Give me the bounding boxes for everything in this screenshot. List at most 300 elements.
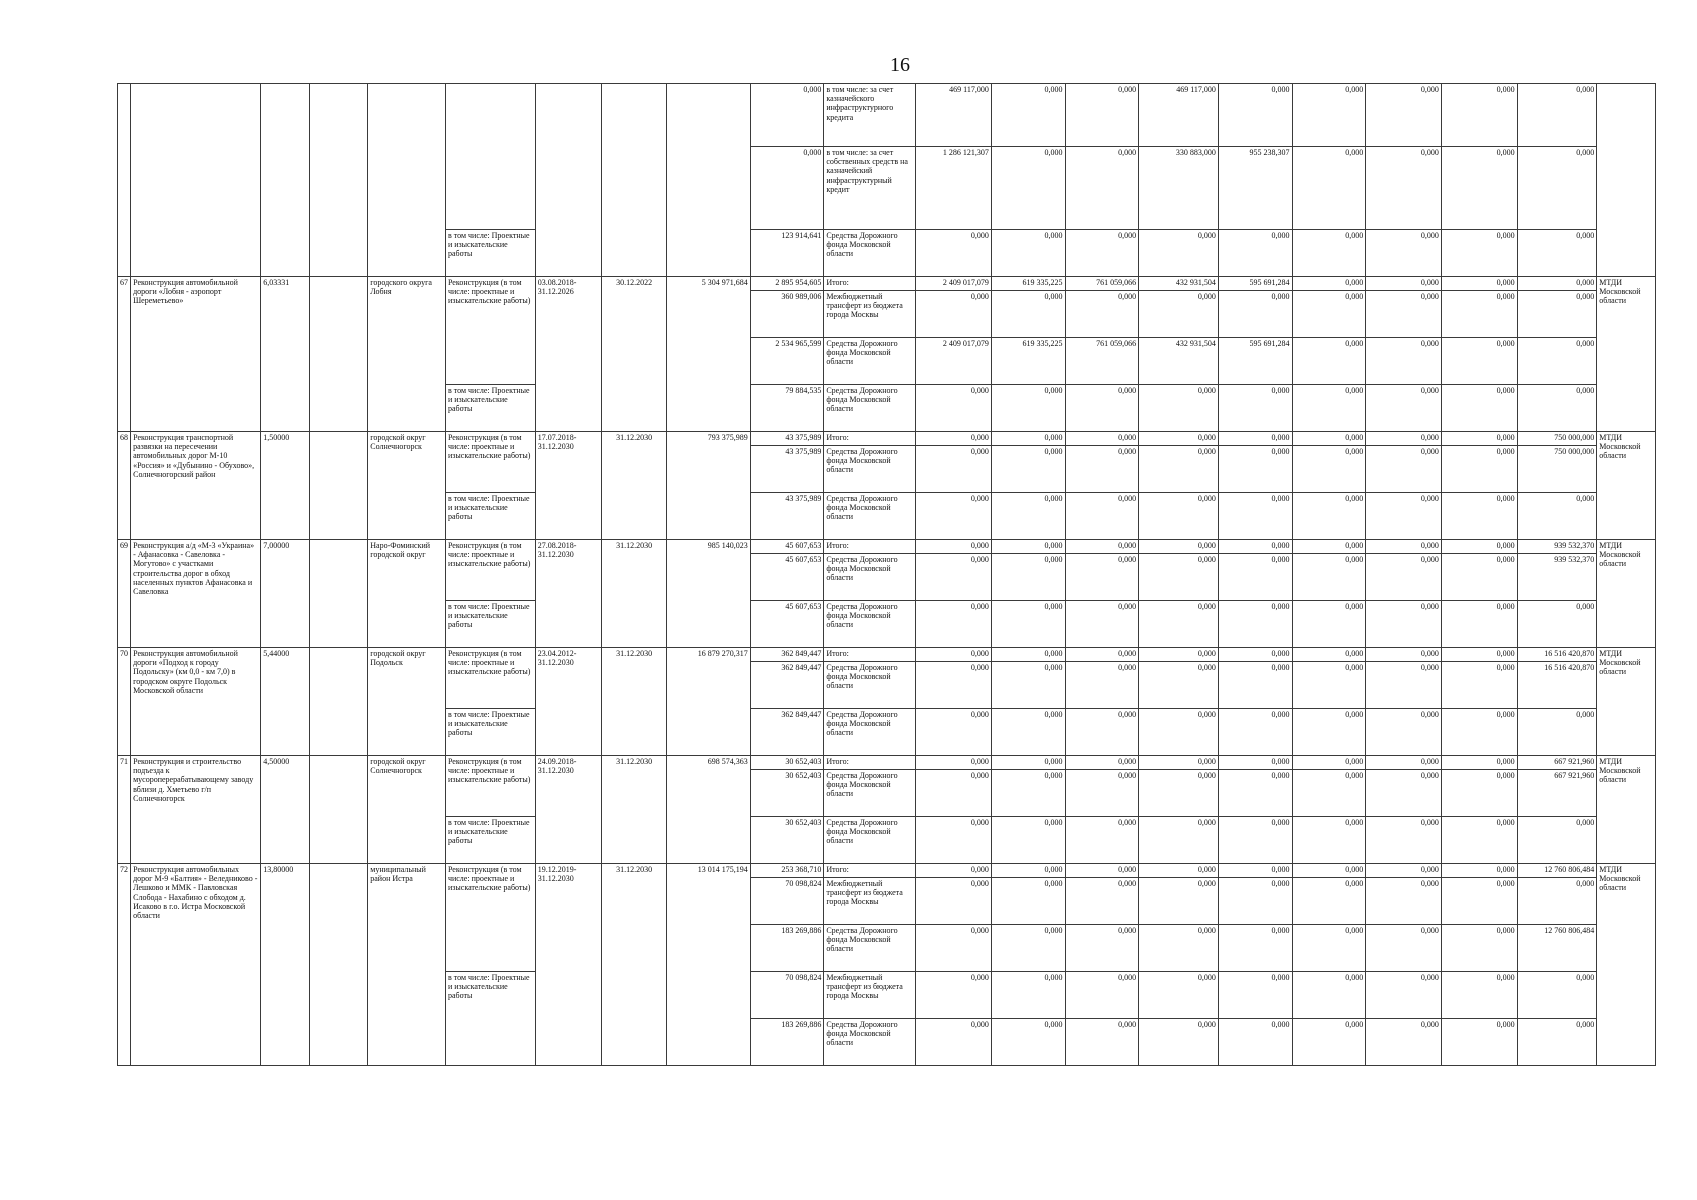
value-cell: 0,000 <box>1292 817 1366 864</box>
value-cell: 0,000 <box>1366 972 1442 1019</box>
value-cell: 0,000 <box>1517 709 1597 756</box>
value-cell: 0,000 <box>1218 291 1292 338</box>
value-cell: 0,000 <box>1292 338 1366 385</box>
total-cell: 362 849,447 <box>750 662 824 709</box>
value-cell: 0,000 <box>1139 1019 1219 1066</box>
value-cell: 0,000 <box>1366 648 1442 662</box>
value-cell: 0,000 <box>991 446 1065 493</box>
object-work-type-sub: в том числе: Проектные и изыскательские работы <box>445 385 535 432</box>
value-cell: 0,000 <box>916 972 992 1019</box>
value-cell: 0,000 <box>1139 972 1219 1019</box>
value-cell: 2 409 017,079 <box>916 338 992 385</box>
value-cell: 667 921,960 <box>1517 756 1597 770</box>
value-cell: 0,000 <box>1441 84 1517 147</box>
source-cell: Средства Дорожного фонда Московской области <box>824 385 916 432</box>
value-cell: 0,000 <box>1366 864 1442 878</box>
object-number: 70 <box>118 648 131 756</box>
value-cell: 0,000 <box>1441 446 1517 493</box>
value-cell: 0,000 <box>991 972 1065 1019</box>
object-blank <box>309 540 368 648</box>
value-cell: 761 059,066 <box>1065 338 1139 385</box>
value-cell: 0,000 <box>916 1019 992 1066</box>
object-location: Наро-Фоминский городской округ <box>368 540 446 648</box>
value-cell: 0,000 <box>1366 770 1442 817</box>
object-completion: 30.12.2022 <box>602 277 667 432</box>
continued-dates-cell <box>535 84 602 277</box>
total-cell: 30 652,403 <box>750 770 824 817</box>
object-length: 4,50000 <box>261 756 309 864</box>
object-blank <box>309 864 368 1066</box>
continued-num-cell <box>118 84 131 277</box>
value-cell: 0,000 <box>1139 554 1219 601</box>
value-cell: 0,000 <box>1218 540 1292 554</box>
object-responsible: МТДИ Московской области <box>1597 540 1656 648</box>
value-cell: 0,000 <box>1218 84 1292 147</box>
object-responsible: МТДИ Московской области <box>1597 864 1656 1066</box>
value-cell: 0,000 <box>1065 554 1139 601</box>
object-location: городской округ Солнечногорск <box>368 756 446 864</box>
object-name: Реконструкция автомобильных дорог М-9 «Балтия» - Веледниково - Лешково и ММК - Павловская Слобода - Нахабино с обходом д. Исаково в г.о. Истра Московской области <box>131 864 261 1066</box>
source-cell: Средства Дорожного фонда Московской области <box>824 1019 916 1066</box>
object-blank <box>309 432 368 540</box>
total-cell: 43 375,989 <box>750 432 824 446</box>
total-cell: 45 607,653 <box>750 601 824 648</box>
value-cell: 0,000 <box>1441 662 1517 709</box>
source-cell: Итого: <box>824 648 916 662</box>
value-cell: 0,000 <box>1517 1019 1597 1066</box>
value-cell: 0,000 <box>1139 817 1219 864</box>
value-cell: 0,000 <box>916 709 992 756</box>
value-cell: 0,000 <box>1218 230 1292 277</box>
value-cell: 0,000 <box>1366 925 1442 972</box>
value-cell: 0,000 <box>1441 648 1517 662</box>
value-cell: 0,000 <box>1218 925 1292 972</box>
value-cell: 0,000 <box>1065 601 1139 648</box>
object-number: 69 <box>118 540 131 648</box>
value-cell: 0,000 <box>1139 756 1219 770</box>
value-cell: 0,000 <box>916 756 992 770</box>
value-cell: 0,000 <box>916 554 992 601</box>
total-cell: 360 989,006 <box>750 291 824 338</box>
value-cell: 0,000 <box>1441 338 1517 385</box>
source-cell: Средства Дорожного фонда Московской области <box>824 817 916 864</box>
value-cell: 955 238,307 <box>1218 147 1292 230</box>
program-table <box>117 83 1656 1066</box>
object-number: 67 <box>118 277 131 432</box>
object-cost: 698 574,363 <box>666 756 750 864</box>
value-cell: 0,000 <box>1065 756 1139 770</box>
total-cell: 43 375,989 <box>750 493 824 540</box>
value-cell: 0,000 <box>1441 972 1517 1019</box>
value-cell: 0,000 <box>1292 662 1366 709</box>
value-cell: 0,000 <box>1441 540 1517 554</box>
object-blank <box>309 756 368 864</box>
value-cell: 0,000 <box>1218 385 1292 432</box>
value-cell: 0,000 <box>916 878 992 925</box>
object-cost: 793 375,989 <box>666 432 750 540</box>
value-cell: 0,000 <box>991 432 1065 446</box>
object-name: Реконструкция а/д «М-3 «Украина» - Афанасовка - Савеловка - Могутово» с участками строительства дорог в обход населенных пунктов Афанасовка и Савеловка <box>131 540 261 648</box>
value-cell: 0,000 <box>1366 385 1442 432</box>
value-cell: 0,000 <box>1139 662 1219 709</box>
value-cell: 0,000 <box>1441 277 1517 291</box>
value-cell: 12 760 806,484 <box>1517 925 1597 972</box>
total-cell: 0,000 <box>750 84 824 147</box>
value-cell: 0,000 <box>1292 648 1366 662</box>
value-cell: 0,000 <box>1517 878 1597 925</box>
total-cell: 30 652,403 <box>750 756 824 770</box>
table-row <box>118 84 1656 147</box>
value-cell: 0,000 <box>1292 540 1366 554</box>
value-cell: 0,000 <box>1441 817 1517 864</box>
value-cell: 0,000 <box>1366 84 1442 147</box>
value-cell: 0,000 <box>916 770 992 817</box>
value-cell: 0,000 <box>1292 756 1366 770</box>
value-cell: 0,000 <box>1292 385 1366 432</box>
value-cell: 0,000 <box>1292 230 1366 277</box>
object-location: городской округ Солнечногорск <box>368 432 446 540</box>
value-cell: 0,000 <box>991 230 1065 277</box>
object-work-type: Реконструкция (в том числе: проектные и изыскательские работы) <box>445 648 535 709</box>
value-cell: 0,000 <box>1139 385 1219 432</box>
object-work-type-sub: в том числе: Проектные и изыскательские работы <box>445 709 535 756</box>
value-cell: 0,000 <box>1065 291 1139 338</box>
value-cell: 0,000 <box>991 864 1065 878</box>
continued-worktype-cell <box>445 84 535 230</box>
source-cell: Итого: <box>824 756 916 770</box>
value-cell: 0,000 <box>1065 864 1139 878</box>
value-cell: 0,000 <box>1441 432 1517 446</box>
value-cell: 0,000 <box>1366 601 1442 648</box>
value-cell: 0,000 <box>1517 84 1597 147</box>
source-cell: Итого: <box>824 277 916 291</box>
source-cell: Итого: <box>824 432 916 446</box>
value-cell: 0,000 <box>1441 147 1517 230</box>
value-cell: 0,000 <box>916 648 992 662</box>
object-completion: 31.12.2030 <box>602 540 667 648</box>
value-cell: 0,000 <box>1218 601 1292 648</box>
continued-length-cell <box>261 84 309 277</box>
total-cell: 45 607,653 <box>750 554 824 601</box>
value-cell: 0,000 <box>1517 601 1597 648</box>
value-cell: 0,000 <box>916 432 992 446</box>
value-cell: 0,000 <box>1366 756 1442 770</box>
value-cell: 0,000 <box>916 540 992 554</box>
value-cell: 0,000 <box>1292 493 1366 540</box>
value-cell: 0,000 <box>1065 385 1139 432</box>
object-location: городского округа Лобня <box>368 277 446 432</box>
value-cell: 0,000 <box>1218 648 1292 662</box>
object-completion: 31.12.2030 <box>602 756 667 864</box>
value-cell: 0,000 <box>991 770 1065 817</box>
value-cell: 0,000 <box>1218 493 1292 540</box>
object-dates: 24.09.2018-31.12.2030 <box>535 756 602 864</box>
value-cell: 432 931,504 <box>1139 277 1219 291</box>
source-cell: Средства Дорожного фонда Московской области <box>824 770 916 817</box>
value-cell: 0,000 <box>1366 878 1442 925</box>
source-cell: Межбюджетный трансферт из бюджета города Москвы <box>824 878 916 925</box>
value-cell: 0,000 <box>1441 770 1517 817</box>
value-cell: 0,000 <box>916 291 992 338</box>
value-cell: 0,000 <box>1441 925 1517 972</box>
value-cell: 330 883,000 <box>1139 147 1219 230</box>
total-cell: 79 884,535 <box>750 385 824 432</box>
value-cell: 0,000 <box>991 662 1065 709</box>
source-cell: в том числе: за счет казначейского инфраструктурного кредита <box>824 84 916 147</box>
value-cell: 761 059,066 <box>1065 277 1139 291</box>
value-cell: 0,000 <box>1065 147 1139 230</box>
value-cell: 0,000 <box>916 925 992 972</box>
value-cell: 0,000 <box>1065 432 1139 446</box>
object-row <box>118 864 1656 878</box>
value-cell: 0,000 <box>1065 972 1139 1019</box>
total-cell: 2 895 954,605 <box>750 277 824 291</box>
value-cell: 0,000 <box>1517 817 1597 864</box>
value-cell: 0,000 <box>1139 864 1219 878</box>
object-responsible: МТДИ Московской области <box>1597 432 1656 540</box>
value-cell: 0,000 <box>1366 338 1442 385</box>
object-work-type: Реконструкция (в том числе: проектные и изыскательские работы) <box>445 277 535 385</box>
value-cell: 0,000 <box>916 864 992 878</box>
value-cell: 0,000 <box>1517 338 1597 385</box>
value-cell: 0,000 <box>1065 709 1139 756</box>
value-cell: 0,000 <box>1292 972 1366 1019</box>
object-responsible: МТДИ Московской области <box>1597 756 1656 864</box>
source-cell: Межбюджетный трансферт из бюджета города Москвы <box>824 972 916 1019</box>
value-cell: 0,000 <box>1065 84 1139 147</box>
value-cell: 0,000 <box>1139 432 1219 446</box>
value-cell: 0,000 <box>916 230 992 277</box>
object-blank <box>309 277 368 432</box>
object-responsible: МТДИ Московской области <box>1597 277 1656 432</box>
value-cell: 0,000 <box>991 147 1065 230</box>
value-cell: 0,000 <box>1517 230 1597 277</box>
object-dates: 03.08.2018-31.12.2026 <box>535 277 602 432</box>
object-row <box>118 432 1656 446</box>
value-cell: 0,000 <box>1065 925 1139 972</box>
source-cell: Средства Дорожного фонда Московской области <box>824 554 916 601</box>
value-cell: 0,000 <box>1218 878 1292 925</box>
total-cell: 0,000 <box>750 147 824 230</box>
source-cell: Средства Дорожного фонда Московской области <box>824 601 916 648</box>
object-work-type-sub: в том числе: Проектные и изыскательские работы <box>445 493 535 540</box>
value-cell: 0,000 <box>1218 554 1292 601</box>
value-cell: 595 691,284 <box>1218 338 1292 385</box>
value-cell: 0,000 <box>1441 601 1517 648</box>
value-cell: 469 117,000 <box>916 84 992 147</box>
source-cell: Средства Дорожного фонда Московской области <box>824 446 916 493</box>
value-cell: 0,000 <box>916 446 992 493</box>
value-cell: 0,000 <box>991 540 1065 554</box>
value-cell: 0,000 <box>1139 446 1219 493</box>
value-cell: 0,000 <box>1292 878 1366 925</box>
object-work-type-sub: в том числе: Проектные и изыскательские работы <box>445 972 535 1066</box>
object-cost: 16 879 270,317 <box>666 648 750 756</box>
value-cell: 0,000 <box>1139 770 1219 817</box>
total-cell: 30 652,403 <box>750 817 824 864</box>
value-cell: 0,000 <box>1139 230 1219 277</box>
value-cell: 0,000 <box>991 817 1065 864</box>
value-cell: 432 931,504 <box>1139 338 1219 385</box>
value-cell: 0,000 <box>916 662 992 709</box>
object-work-type-sub: в том числе: Проектные и изыскательские работы <box>445 601 535 648</box>
value-cell: 0,000 <box>1139 648 1219 662</box>
value-cell: 0,000 <box>1366 817 1442 864</box>
value-cell: 0,000 <box>991 925 1065 972</box>
object-location: городской округ Подольск <box>368 648 446 756</box>
value-cell: 0,000 <box>1292 432 1366 446</box>
value-cell: 0,000 <box>1292 770 1366 817</box>
value-cell: 0,000 <box>1292 147 1366 230</box>
total-cell: 362 849,447 <box>750 648 824 662</box>
source-cell: Средства Дорожного фонда Московской области <box>824 493 916 540</box>
value-cell: 0,000 <box>1065 446 1139 493</box>
object-dates: 27.08.2018-31.12.2030 <box>535 540 602 648</box>
continued-location-cell <box>368 84 446 277</box>
total-cell: 183 269,886 <box>750 1019 824 1066</box>
total-cell: 123 914,641 <box>750 230 824 277</box>
object-name: Реконструкция автомобильной дороги «Подход к городу Подольску» (км 0,0 - км 7,0) в городском округе Подольск Московской области <box>131 648 261 756</box>
source-cell: Средства Дорожного фонда Московской области <box>824 925 916 972</box>
source-cell: Итого: <box>824 540 916 554</box>
value-cell: 0,000 <box>1366 446 1442 493</box>
value-cell: 0,000 <box>1292 554 1366 601</box>
value-cell: 0,000 <box>1366 709 1442 756</box>
value-cell: 0,000 <box>1065 1019 1139 1066</box>
value-cell: 0,000 <box>1441 230 1517 277</box>
value-cell: 0,000 <box>991 601 1065 648</box>
value-cell: 0,000 <box>1517 385 1597 432</box>
object-row <box>118 540 1656 554</box>
source-cell: Средства Дорожного фонда Московской области <box>824 662 916 709</box>
value-cell: 0,000 <box>1065 770 1139 817</box>
source-cell: Средства Дорожного фонда Московской области <box>824 338 916 385</box>
object-work-type: Реконструкция (в том числе: проектные и изыскательские работы) <box>445 756 535 817</box>
object-row <box>118 648 1656 662</box>
object-work-type: Реконструкция (в том числе: проектные и изыскательские работы) <box>445 864 535 972</box>
continued-cost-cell <box>666 84 750 277</box>
value-cell: 0,000 <box>1441 709 1517 756</box>
value-cell: 0,000 <box>1366 277 1442 291</box>
value-cell: 0,000 <box>1366 291 1442 338</box>
object-name: Реконструкция автомобильной дороги «Лобня - аэропорт Шереметьево» <box>131 277 261 432</box>
value-cell: 0,000 <box>1218 446 1292 493</box>
work-type-sub-cell: в том числе: Проектные и изыскательские работы <box>445 230 535 277</box>
value-cell: 0,000 <box>1218 972 1292 1019</box>
value-cell: 0,000 <box>1139 878 1219 925</box>
value-cell: 0,000 <box>1218 864 1292 878</box>
value-cell: 750 000,000 <box>1517 446 1597 493</box>
value-cell: 0,000 <box>1292 1019 1366 1066</box>
object-length: 13,80000 <box>261 864 309 1066</box>
value-cell: 0,000 <box>1218 770 1292 817</box>
object-completion: 31.12.2030 <box>602 432 667 540</box>
value-cell: 0,000 <box>1292 925 1366 972</box>
total-cell: 183 269,886 <box>750 925 824 972</box>
value-cell: 0,000 <box>1065 493 1139 540</box>
value-cell: 0,000 <box>1366 493 1442 540</box>
value-cell: 0,000 <box>1292 84 1366 147</box>
object-responsible: МТДИ Московской области <box>1597 648 1656 756</box>
table-body <box>118 84 1656 1066</box>
continued-responsible-cell <box>1597 84 1656 277</box>
value-cell: 0,000 <box>1139 709 1219 756</box>
value-cell: 0,000 <box>916 601 992 648</box>
value-cell: 0,000 <box>991 493 1065 540</box>
value-cell: 0,000 <box>1218 1019 1292 1066</box>
object-number: 72 <box>118 864 131 1066</box>
object-number: 68 <box>118 432 131 540</box>
value-cell: 0,000 <box>1139 540 1219 554</box>
value-cell: 0,000 <box>1218 756 1292 770</box>
value-cell: 0,000 <box>991 554 1065 601</box>
value-cell: 0,000 <box>1065 878 1139 925</box>
total-cell: 362 849,447 <box>750 709 824 756</box>
value-cell: 0,000 <box>1218 709 1292 756</box>
value-cell: 0,000 <box>916 385 992 432</box>
object-completion: 31.12.2030 <box>602 648 667 756</box>
object-dates: 19.12.2019-31.12.2030 <box>535 864 602 1066</box>
value-cell: 0,000 <box>1218 662 1292 709</box>
value-cell: 939 532,370 <box>1517 554 1597 601</box>
value-cell: 0,000 <box>1139 493 1219 540</box>
value-cell: 0,000 <box>1065 540 1139 554</box>
value-cell: 1 286 121,307 <box>916 147 992 230</box>
object-row <box>118 277 1656 291</box>
value-cell: 2 409 017,079 <box>916 277 992 291</box>
value-cell: 0,000 <box>1441 291 1517 338</box>
continued-name-cell <box>131 84 261 277</box>
object-length: 7,00000 <box>261 540 309 648</box>
value-cell: 0,000 <box>1441 1019 1517 1066</box>
value-cell: 0,000 <box>1517 277 1597 291</box>
value-cell: 0,000 <box>1366 230 1442 277</box>
object-dates: 17.07.2018-31.12.2030 <box>535 432 602 540</box>
value-cell: 0,000 <box>1517 147 1597 230</box>
total-cell: 45 607,653 <box>750 540 824 554</box>
object-length: 1,50000 <box>261 432 309 540</box>
value-cell: 0,000 <box>991 709 1065 756</box>
value-cell: 619 335,225 <box>991 277 1065 291</box>
value-cell: 0,000 <box>1366 554 1442 601</box>
value-cell: 0,000 <box>1366 1019 1442 1066</box>
object-work-type: Реконструкция (в том числе: проектные и изыскательские работы) <box>445 432 535 493</box>
page-number: 16 <box>890 54 910 76</box>
value-cell: 0,000 <box>1292 864 1366 878</box>
value-cell: 0,000 <box>1065 230 1139 277</box>
value-cell: 0,000 <box>1139 291 1219 338</box>
total-cell: 43 375,989 <box>750 446 824 493</box>
value-cell: 750 000,000 <box>1517 432 1597 446</box>
object-number: 71 <box>118 756 131 864</box>
value-cell: 0,000 <box>1218 432 1292 446</box>
value-cell: 0,000 <box>991 756 1065 770</box>
value-cell: 0,000 <box>991 84 1065 147</box>
value-cell: 595 691,284 <box>1218 277 1292 291</box>
value-cell: 0,000 <box>1218 817 1292 864</box>
value-cell: 0,000 <box>916 817 992 864</box>
value-cell: 0,000 <box>1441 878 1517 925</box>
object-cost: 13 014 175,194 <box>666 864 750 1066</box>
source-cell: в том числе: за счет собственных средств на казначейский инфраструктурный кредит <box>824 147 916 230</box>
value-cell: 0,000 <box>1517 291 1597 338</box>
value-cell: 0,000 <box>1366 662 1442 709</box>
object-length: 6,03331 <box>261 277 309 432</box>
value-cell: 0,000 <box>1292 709 1366 756</box>
value-cell: 0,000 <box>1292 277 1366 291</box>
value-cell: 619 335,225 <box>991 338 1065 385</box>
value-cell: 0,000 <box>991 648 1065 662</box>
